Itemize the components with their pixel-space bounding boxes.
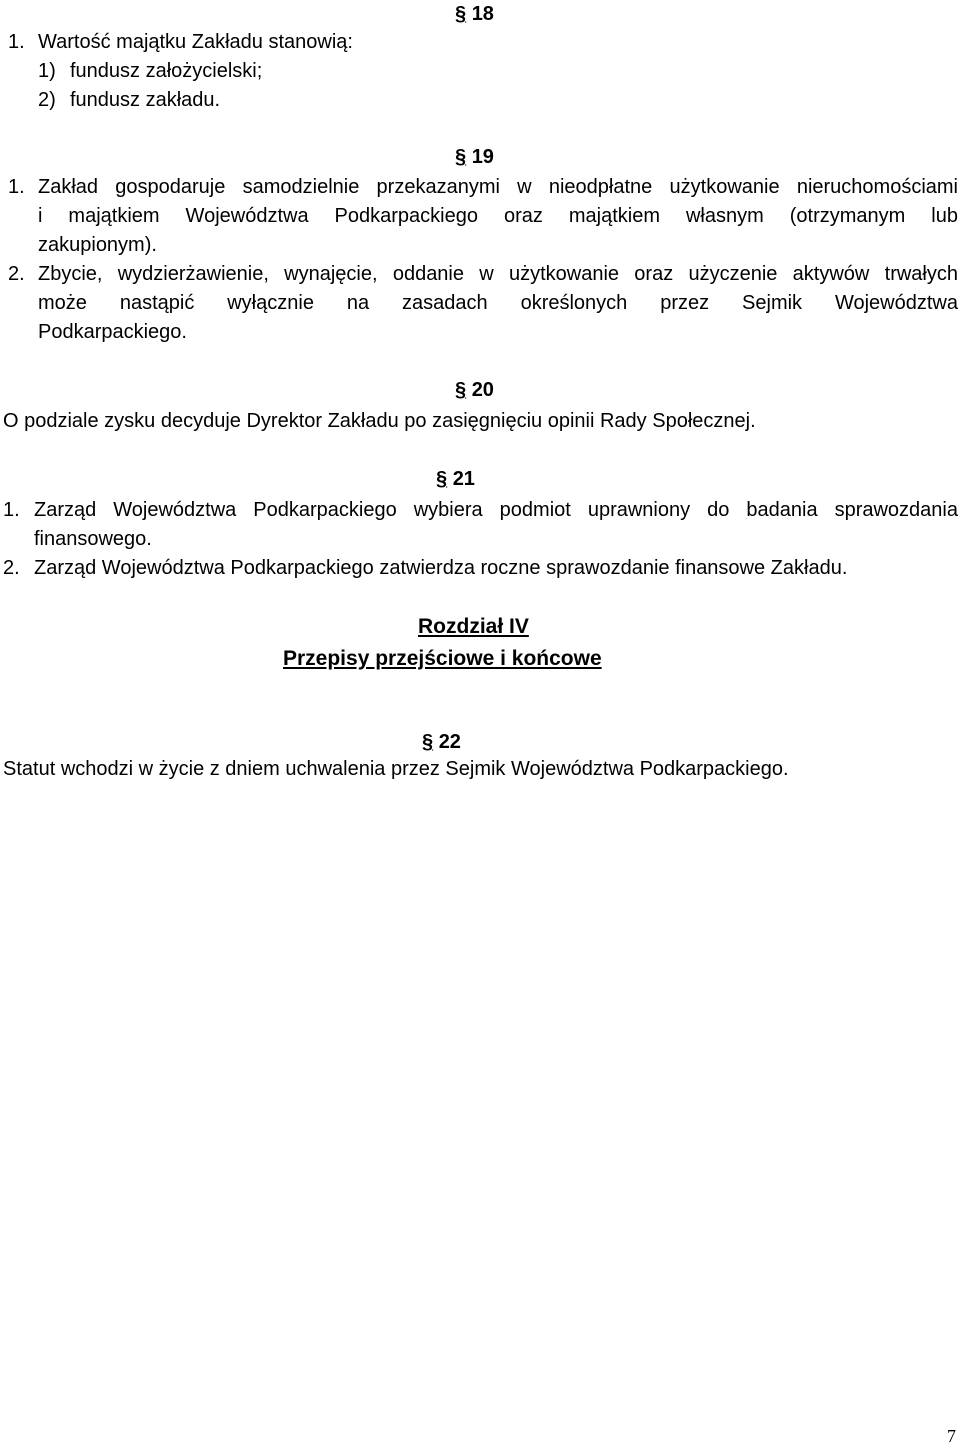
chapter-subtitle: Przepisy przejściowe i końcowe xyxy=(283,647,602,670)
section-number: 18 xyxy=(471,3,494,25)
item-text: Wartość majątku Zakładu stanowią: xyxy=(38,31,353,53)
section-heading-22 xyxy=(422,730,461,754)
section-symbol: § xyxy=(455,146,467,168)
subitem-number: 2) xyxy=(38,89,56,111)
sec19-item-1-num: 1. xyxy=(8,176,25,198)
sec18-subitem-1 xyxy=(38,59,263,83)
section-number: 20 xyxy=(471,379,494,401)
item-number: 1. xyxy=(8,31,25,53)
sec19-item-2-line-2: może nastąpić wyłącznie na zasadach określonych przez Sejmik Województwa xyxy=(38,292,958,314)
sec21-item-1-line-2: finansowego. xyxy=(34,528,152,550)
sec19-item-2-line-1: Zbycie, wydzierżawienie, wynajęcie, oddanie w użytkowanie oraz użyczenie aktywów trwałych xyxy=(38,263,958,285)
sec19-item-1-line-1: Zakład gospodaruje samodzielnie przekazanymi w nieodpłatne użytkowanie nieruchomościami xyxy=(38,176,958,198)
section-number: 21 xyxy=(452,468,475,490)
sec19-item-2-num: 2. xyxy=(8,263,25,285)
sec19-item-2-line-3: Podkarpackiego. xyxy=(38,321,187,343)
sec19-item-1-line-3: zakupionym). xyxy=(38,234,157,256)
page-number: 7 xyxy=(947,1426,956,1446)
section-heading-21 xyxy=(436,467,475,491)
sec18-item-1 xyxy=(8,30,353,54)
sec22-text: Statut wchodzi w życie z dniem uchwalenia przez Sejmik Województwa Podkarpackiego. xyxy=(3,758,789,780)
section-number: 22 xyxy=(438,731,461,753)
section-number: 19 xyxy=(471,146,494,168)
sec18-subitem-2 xyxy=(38,88,221,112)
section-symbol: § xyxy=(455,3,467,25)
section-symbol: § xyxy=(436,468,448,490)
section-symbol: § xyxy=(422,731,434,753)
sec21-item-2-line-1: Zarząd Województwa Podkarpackiego zatwierdza roczne sprawozdanie finansowe Zakładu. xyxy=(34,557,848,579)
subitem-text: fundusz zakładu. xyxy=(70,89,221,111)
subitem-number: 1) xyxy=(38,60,56,82)
sec21-item-1-num: 1. xyxy=(3,499,20,521)
subitem-text: fundusz założycielski; xyxy=(70,60,263,82)
sec20-text: O podziale zysku decyduje Dyrektor Zakładu po zasięgnięciu opinii Rady Społecznej. xyxy=(3,410,756,432)
section-symbol: § xyxy=(455,379,467,401)
section-heading-19 xyxy=(455,145,494,169)
sec21-item-1-line-1: Zarząd Województwa Podkarpackiego wybiera podmiot uprawniony do badania sprawozdania xyxy=(34,499,958,521)
chapter-title: Rozdział IV xyxy=(418,615,529,638)
sec21-item-2-num: 2. xyxy=(3,557,20,579)
sec19-item-1-line-2: i majątkiem Województwa Podkarpackiego oraz majątkiem własnym (otrzymanym lub xyxy=(38,205,958,227)
section-heading-20 xyxy=(455,378,494,402)
section-heading-18 xyxy=(455,2,494,26)
